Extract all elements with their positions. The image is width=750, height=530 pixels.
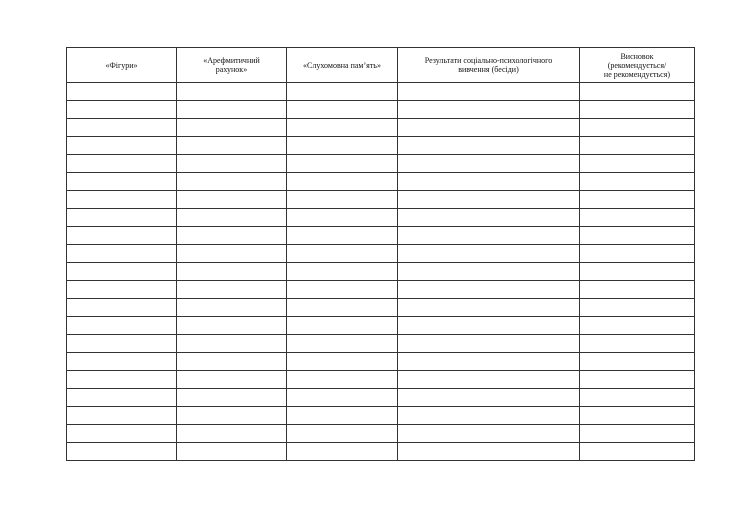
table-cell[interactable] [287,119,398,137]
table-cell[interactable] [398,389,580,407]
table-cell[interactable] [580,353,695,371]
table-cell[interactable] [287,389,398,407]
header-socio-psychological-results: Результати соціально-психологічного вивчення (бесіди) [398,48,580,83]
table-cell[interactable] [67,209,177,227]
table-cell[interactable] [398,173,580,191]
table-cell[interactable] [67,335,177,353]
table-cell[interactable] [67,443,177,461]
table-cell[interactable] [177,137,287,155]
table-row [67,281,695,299]
table-row [67,353,695,371]
table-cell[interactable] [398,281,580,299]
table-cell[interactable] [177,407,287,425]
table-cell[interactable] [580,155,695,173]
table-cell[interactable] [398,209,580,227]
table-cell[interactable] [177,317,287,335]
table-cell[interactable] [287,407,398,425]
table-cell[interactable] [398,425,580,443]
table-cell[interactable] [67,137,177,155]
table-row [67,227,695,245]
table-cell[interactable] [287,443,398,461]
table-row [67,173,695,191]
table-cell[interactable] [177,209,287,227]
table-cell[interactable] [287,173,398,191]
table-cell[interactable] [398,335,580,353]
table-row [67,299,695,317]
table-cell[interactable] [287,353,398,371]
table-cell[interactable] [67,101,177,119]
table-cell[interactable] [580,227,695,245]
table-cell[interactable] [398,245,580,263]
table-cell[interactable] [67,227,177,245]
table-cell[interactable] [287,101,398,119]
table-cell[interactable] [580,281,695,299]
table-cell[interactable] [177,389,287,407]
table-cell[interactable] [177,191,287,209]
table-cell[interactable] [177,299,287,317]
table-cell[interactable] [287,335,398,353]
table-cell[interactable] [67,191,177,209]
table-cell[interactable] [398,299,580,317]
header-conclusion: Висновок (рекомендується/ не рекомендується) [580,48,695,83]
table-cell[interactable] [287,299,398,317]
table-row [67,263,695,281]
table-cell[interactable] [398,317,580,335]
table-cell[interactable] [67,83,177,101]
table-cell[interactable] [398,101,580,119]
table-cell[interactable] [580,137,695,155]
table-cell[interactable] [67,173,177,191]
table-cell[interactable] [67,317,177,335]
table-cell[interactable] [177,425,287,443]
table-cell[interactable] [398,443,580,461]
table-cell[interactable] [287,137,398,155]
table-cell[interactable] [580,83,695,101]
table-cell[interactable] [580,407,695,425]
table-row [67,317,695,335]
table-cell[interactable] [287,83,398,101]
table-cell[interactable] [287,245,398,263]
table-cell[interactable] [67,281,177,299]
table-cell[interactable] [398,137,580,155]
assessment-table [66,47,695,461]
table-cell[interactable] [580,119,695,137]
header-arithmetic-count: «Арефмитичний рахунок» [177,48,287,83]
table-row [67,335,695,353]
table-cell[interactable] [580,299,695,317]
table-cell[interactable] [287,209,398,227]
table-cell[interactable] [580,101,695,119]
table-cell[interactable] [177,173,287,191]
table-cell[interactable] [67,389,177,407]
table-cell[interactable] [177,443,287,461]
table-row [67,389,695,407]
header-row [67,48,695,83]
table-row [67,83,695,101]
table-row [67,137,695,155]
table-cell[interactable] [580,173,695,191]
table-cell[interactable] [177,281,287,299]
table-cell[interactable] [580,245,695,263]
table-cell[interactable] [398,155,580,173]
table-row [67,407,695,425]
table-cell[interactable] [67,245,177,263]
table-row [67,245,695,263]
table-cell[interactable] [67,119,177,137]
table-cell[interactable] [177,101,287,119]
table-cell[interactable] [177,263,287,281]
table-cell[interactable] [580,371,695,389]
table-cell[interactable] [287,371,398,389]
table-body [67,83,695,461]
table-cell[interactable] [177,119,287,137]
table-cell[interactable] [287,263,398,281]
table-row [67,101,695,119]
table-cell[interactable] [398,407,580,425]
table-cell[interactable] [177,353,287,371]
table-cell[interactable] [580,389,695,407]
table-cell[interactable] [177,371,287,389]
table-cell[interactable] [287,227,398,245]
table-cell[interactable] [287,191,398,209]
table-row [67,119,695,137]
table-cell[interactable] [580,209,695,227]
table-cell[interactable] [398,119,580,137]
table-row [67,443,695,461]
table-row [67,371,695,389]
table-cell[interactable] [580,443,695,461]
header-figures: «Фігури» [67,48,177,83]
table-cell[interactable] [177,335,287,353]
table-cell[interactable] [398,83,580,101]
table-cell[interactable] [580,335,695,353]
table-row [67,191,695,209]
table-cell[interactable] [67,155,177,173]
table-cell[interactable] [398,263,580,281]
table-cell[interactable] [177,245,287,263]
header-auditory-verbal-memory: «Слухомовна пам’ять» [287,48,398,83]
table-row [67,155,695,173]
table-cell[interactable] [398,371,580,389]
table-cell[interactable] [580,317,695,335]
table-cell[interactable] [580,425,695,443]
table-cell[interactable] [287,155,398,173]
table-cell[interactable] [67,371,177,389]
table-cell[interactable] [287,281,398,299]
table-cell[interactable] [177,227,287,245]
table-cell[interactable] [67,425,177,443]
table-cell[interactable] [177,83,287,101]
table-cell[interactable] [67,353,177,371]
table-cell[interactable] [67,299,177,317]
table-cell[interactable] [580,263,695,281]
table-cell[interactable] [580,191,695,209]
table-row [67,425,695,443]
table-cell[interactable] [287,317,398,335]
table-cell[interactable] [398,227,580,245]
table-cell[interactable] [177,155,287,173]
table-cell[interactable] [287,425,398,443]
table-cell[interactable] [398,353,580,371]
table-cell[interactable] [67,407,177,425]
table-cell[interactable] [67,263,177,281]
table-cell[interactable] [398,191,580,209]
table-row [67,209,695,227]
